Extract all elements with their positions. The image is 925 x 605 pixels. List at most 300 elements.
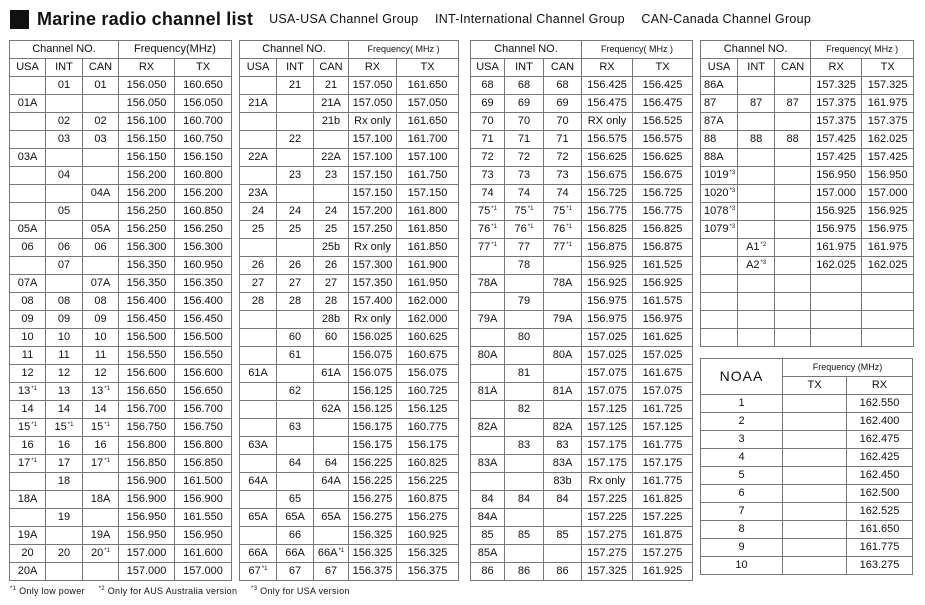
table-row [471,311,693,329]
usa-cell: 08 [10,293,46,311]
int-header: INT [505,59,544,77]
rx-cell: 157.425 [811,149,862,167]
noaa-tx-cell [783,431,847,449]
tx-cell: 156.725 [633,185,693,203]
tx-cell: 157.425 [862,149,914,167]
usa-cell [471,473,505,491]
tx-cell: 156.400 [175,293,232,311]
rx-cell: Rx only [582,473,633,491]
tx-cell: 161.650 [397,77,459,95]
channel-table-1 [9,40,232,581]
usa-cell [10,203,46,221]
tx-header: TX [175,59,232,77]
rx-cell: 156.775 [582,203,633,221]
can-cell: 75$^{*1}$ [544,203,582,221]
noaa-tx-cell [783,467,847,485]
table-row [471,527,693,545]
int-cell: 82 [505,401,544,419]
int-cell: 60 [277,329,314,347]
rx-cell: 156.050 [119,77,175,95]
tx-cell: 156.525 [633,113,693,131]
tx-cell: 156.650 [175,383,232,401]
int-cell: 78 [505,257,544,275]
tx-cell: 161.775 [633,437,693,455]
can-cell [314,383,349,401]
table-row [240,185,459,203]
can-cell: 25 [314,221,349,239]
tx-cell: 156.925 [633,275,693,293]
usa-cell [240,77,277,95]
int-cell [277,437,314,455]
table-row [10,563,232,581]
can-cell: 77$^{*1}$ [544,239,582,257]
rx-cell: 156.975 [811,221,862,239]
table-row [240,527,459,545]
usa-cell: 72 [471,149,505,167]
can-cell [83,203,119,221]
int-cell: 11 [46,347,83,365]
rx-cell: 157.225 [582,509,633,527]
int-cell [738,185,775,203]
can-cell: 28 [314,293,349,311]
usa-cell [471,437,505,455]
rx-cell: 157.150 [349,167,397,185]
can-cell [775,257,811,275]
can-cell: 81A [544,383,582,401]
rx-cell: 156.250 [119,221,175,239]
table-row [471,77,693,95]
noaa-tx-cell [783,539,847,557]
can-cell [314,437,349,455]
usa-header: USA [701,59,738,77]
rx-cell: 157.075 [582,365,633,383]
usa-cell: 07A [10,275,46,293]
table-row [240,203,459,221]
table-row [701,77,914,95]
int-cell [738,167,775,185]
tx-cell: 156.425 [633,77,693,95]
can-cell [775,149,811,167]
usa-cell: 69 [471,95,505,113]
table-row [240,347,459,365]
noaa-row [701,503,913,521]
can-cell: 83A [544,455,582,473]
table-row [471,419,693,437]
noaa-rx-cell: 162.500 [847,485,913,503]
rx-cell: 156.925 [582,275,633,293]
noaa-rx-cell: 162.550 [847,395,913,413]
int-cell: 06 [46,239,83,257]
table-row [701,149,914,167]
usa-cell: 1019$^{*3}$ [701,167,738,185]
tx-cell: 161.575 [633,293,693,311]
noaa-row [701,413,913,431]
rx-cell: 156.125 [349,401,397,419]
usa-cell [240,455,277,473]
channel-no-header: Channel NO. [10,41,119,59]
int-cell: 87 [738,95,775,113]
int-header: INT [738,59,775,77]
tx-cell: 161.650 [397,113,459,131]
can-cell: 88 [775,131,811,149]
int-cell: 04 [46,167,83,185]
can-cell [544,329,582,347]
tx-cell: 157.175 [633,455,693,473]
tx-cell [862,311,914,329]
usa-cell [240,167,277,185]
usa-cell: 63A [240,437,277,455]
tx-cell: 160.875 [397,491,459,509]
table-row [701,131,914,149]
tx-cell: 161.600 [175,545,232,563]
table-row [471,545,693,563]
can-cell [775,329,811,347]
int-cell: 03 [46,131,83,149]
usa-cell: 83A [471,455,505,473]
usa-cell: 26 [240,257,277,275]
table-row [240,455,459,473]
usa-cell: 68 [471,77,505,95]
noaa-channel-cell: 2 [701,413,783,431]
int-cell: 14 [46,401,83,419]
tx-cell: 157.125 [633,419,693,437]
rx-cell: 156.350 [119,275,175,293]
rx-cell: 157.425 [811,131,862,149]
can-cell: 84 [544,491,582,509]
usa-cell: 71 [471,131,505,149]
usa-cell [240,419,277,437]
can-cell: 26 [314,257,349,275]
int-cell [277,239,314,257]
can-header: CAN [314,59,349,77]
tx-cell: 156.175 [397,437,459,455]
can-cell: 02 [83,113,119,131]
can-cell: 21 [314,77,349,95]
can-cell [314,347,349,365]
can-cell: 28b [314,311,349,329]
can-cell: 15$^{*1}$ [83,419,119,437]
can-cell: 67 [314,563,349,581]
rx-cell: 157.125 [582,401,633,419]
rx-cell: 156.975 [582,293,633,311]
int-cell: 74 [505,185,544,203]
rx-cell: 156.450 [119,311,175,329]
int-cell [505,509,544,527]
table-row [240,293,459,311]
can-cell [544,257,582,275]
usa-cell: 01A [10,95,46,113]
noaa-channel-cell: 7 [701,503,783,521]
int-cell: 13 [46,383,83,401]
table-row [471,113,693,131]
can-cell [775,185,811,203]
usa-cell: 09 [10,311,46,329]
can-cell [314,527,349,545]
usa-cell: 20 [10,545,46,563]
can-cell [83,473,119,491]
table-row [10,329,232,347]
table-row [471,221,693,239]
tx-cell: 157.225 [633,509,693,527]
int-cell: 71 [505,131,544,149]
table-row [471,473,693,491]
table-row [10,221,232,239]
int-cell: 81 [505,365,544,383]
table-row [240,437,459,455]
tx-cell: 156.850 [175,455,232,473]
page-header [10,6,823,32]
noaa-rx-cell: 162.450 [847,467,913,485]
table-row [240,221,459,239]
int-cell: 19 [46,509,83,527]
int-cell [505,275,544,293]
usa-cell: 18A [10,491,46,509]
table-row [240,113,459,131]
table-row [10,275,232,293]
footnote-1: $^{*1}$ Only low power [10,586,85,596]
footnotes [9,586,360,596]
rx-cell: 156.600 [119,365,175,383]
usa-cell: 27 [240,275,277,293]
tx-cell: 156.500 [175,329,232,347]
usa-cell: 73 [471,167,505,185]
int-cell [277,311,314,329]
usa-cell: 85 [471,527,505,545]
rx-cell: 157.100 [349,131,397,149]
table-row [471,257,693,275]
table-row [701,113,914,131]
usa-cell [701,311,738,329]
usa-cell: 25 [240,221,277,239]
table-row [10,545,232,563]
usa-cell: 64A [240,473,277,491]
rx-cell: 157.025 [582,329,633,347]
usa-cell: 67$^{*1}$ [240,563,277,581]
tx-cell: 156.475 [633,95,693,113]
can-cell [775,239,811,257]
table-row [10,167,232,185]
table-row [701,275,914,293]
rx-cell: 156.275 [349,491,397,509]
int-cell: 28 [277,293,314,311]
int-cell [738,275,775,293]
tx-cell: 157.000 [175,563,232,581]
can-cell [83,257,119,275]
noaa-channel-cell: 4 [701,449,783,467]
can-cell: 78A [544,275,582,293]
table-row [10,347,232,365]
usa-cell: 16 [10,437,46,455]
usa-cell: 13$^{*1}$ [10,383,46,401]
usa-cell: 20A [10,563,46,581]
can-cell: 69 [544,95,582,113]
rx-cell: 156.350 [119,257,175,275]
noaa-tx-cell [783,449,847,467]
table-row [240,131,459,149]
noaa-tx-cell [783,557,847,575]
rx-cell: 157.150 [349,185,397,203]
rx-cell: 156.500 [119,329,175,347]
tx-cell: 156.450 [175,311,232,329]
tx-cell: 161.825 [633,491,693,509]
int-cell: 02 [46,113,83,131]
table-row [471,95,693,113]
int-header: INT [277,59,314,77]
table-row [10,257,232,275]
int-cell [505,311,544,329]
tx-cell: 161.950 [397,275,459,293]
rx-cell: 157.300 [349,257,397,275]
rx-cell: 157.275 [582,527,633,545]
table-row [701,329,914,347]
rx-cell: 156.125 [349,383,397,401]
noaa-rx-cell: 162.475 [847,431,913,449]
int-cell: 12 [46,365,83,383]
int-cell [46,275,83,293]
table-row [10,203,232,221]
can-cell: 13$^{*1}$ [83,383,119,401]
table-row [10,131,232,149]
table-row [701,239,914,257]
can-cell: 86 [544,563,582,581]
table-row [701,203,914,221]
usa-cell [240,131,277,149]
usa-cell: 80A [471,347,505,365]
rx-cell: 156.950 [811,167,862,185]
noaa-row [701,539,913,557]
tx-cell: 160.825 [397,455,459,473]
rx-cell: 156.550 [119,347,175,365]
can-cell [544,545,582,563]
rx-cell: 157.075 [582,383,633,401]
rx-cell: 157.250 [349,221,397,239]
rx-cell: 156.425 [582,77,633,95]
table-row [240,491,459,509]
usa-header: USA [471,59,505,77]
tx-cell: 156.750 [175,419,232,437]
tx-cell: 156.375 [397,563,459,581]
int-cell: 65 [277,491,314,509]
int-cell [277,401,314,419]
can-cell [83,563,119,581]
table-row [10,509,232,527]
can-cell [314,419,349,437]
can-cell: 01 [83,77,119,95]
page-title: Marine radio channel list [37,8,254,29]
tx-cell [862,293,914,311]
int-cell [46,527,83,545]
rx-cell: 156.100 [119,113,175,131]
noaa-row [701,395,913,413]
tx-cell: 157.275 [633,545,693,563]
table-row [240,311,459,329]
can-cell: 24 [314,203,349,221]
int-cell: 01 [46,77,83,95]
noaa-rx-cell: 161.775 [847,539,913,557]
tx-cell: 162.025 [862,131,914,149]
usa-cell: 66A [240,545,277,563]
usa-cell: 1079$^{*3}$ [701,221,738,239]
can-cell: 22A [314,149,349,167]
table-row [10,77,232,95]
noaa-channel-cell: 9 [701,539,783,557]
tx-cell: 161.925 [633,563,693,581]
black-square-icon [10,10,29,29]
channel-group-legend [269,10,823,28]
tx-cell [862,275,914,293]
can-cell: 16 [83,437,119,455]
table-row [240,401,459,419]
can-cell: 62A [314,401,349,419]
usa-cell: 06 [10,239,46,257]
tx-cell: 157.025 [633,347,693,365]
usa-cell: 78A [471,275,505,293]
table-row [240,95,459,113]
noaa-rx-cell: 162.525 [847,503,913,521]
int-cell: 70 [505,113,544,131]
group-usa: USA-USA Channel Group [269,12,419,26]
int-cell: 20 [46,545,83,563]
int-cell: 15$^{*1}$ [46,419,83,437]
noaa-row [701,431,913,449]
tx-cell: 161.750 [397,167,459,185]
can-cell: 21A [314,95,349,113]
tx-cell: 161.875 [633,527,693,545]
can-cell [775,167,811,185]
noaa-tx-cell [783,521,847,539]
table-row [10,293,232,311]
rx-cell: 156.175 [349,437,397,455]
can-cell: 27 [314,275,349,293]
can-cell: 04A [83,185,119,203]
can-cell [775,203,811,221]
table-row [10,311,232,329]
int-cell: 72 [505,149,544,167]
can-cell [314,185,349,203]
int-cell [505,347,544,365]
tx-header: TX [862,59,914,77]
can-cell: 65A [314,509,349,527]
table-row [10,185,232,203]
tx-cell: 161.975 [862,95,914,113]
int-cell: 83 [505,437,544,455]
usa-cell: 82A [471,419,505,437]
tx-cell: 156.200 [175,185,232,203]
int-cell: 18 [46,473,83,491]
usa-cell: 1078$^{*3}$ [701,203,738,221]
frequency-header: Frequency( MHz ) [582,41,693,59]
can-cell: 61A [314,365,349,383]
can-header: CAN [775,59,811,77]
rx-cell: 157.350 [349,275,397,293]
usa-cell [701,275,738,293]
int-cell: 77 [505,239,544,257]
can-cell [83,149,119,167]
rx-cell: 156.075 [349,365,397,383]
table-row [240,383,459,401]
footnote-3: $^{*3}$ Only for USA version [251,586,350,596]
rx-cell: 157.175 [582,437,633,455]
can-cell: 09 [83,311,119,329]
tx-cell: 156.625 [633,149,693,167]
tx-cell: 156.575 [633,131,693,149]
usa-cell [10,131,46,149]
can-cell [83,509,119,527]
noaa-row [701,467,913,485]
int-cell: 23 [277,167,314,185]
tx-cell: 156.975 [633,311,693,329]
noaa-row [701,557,913,575]
